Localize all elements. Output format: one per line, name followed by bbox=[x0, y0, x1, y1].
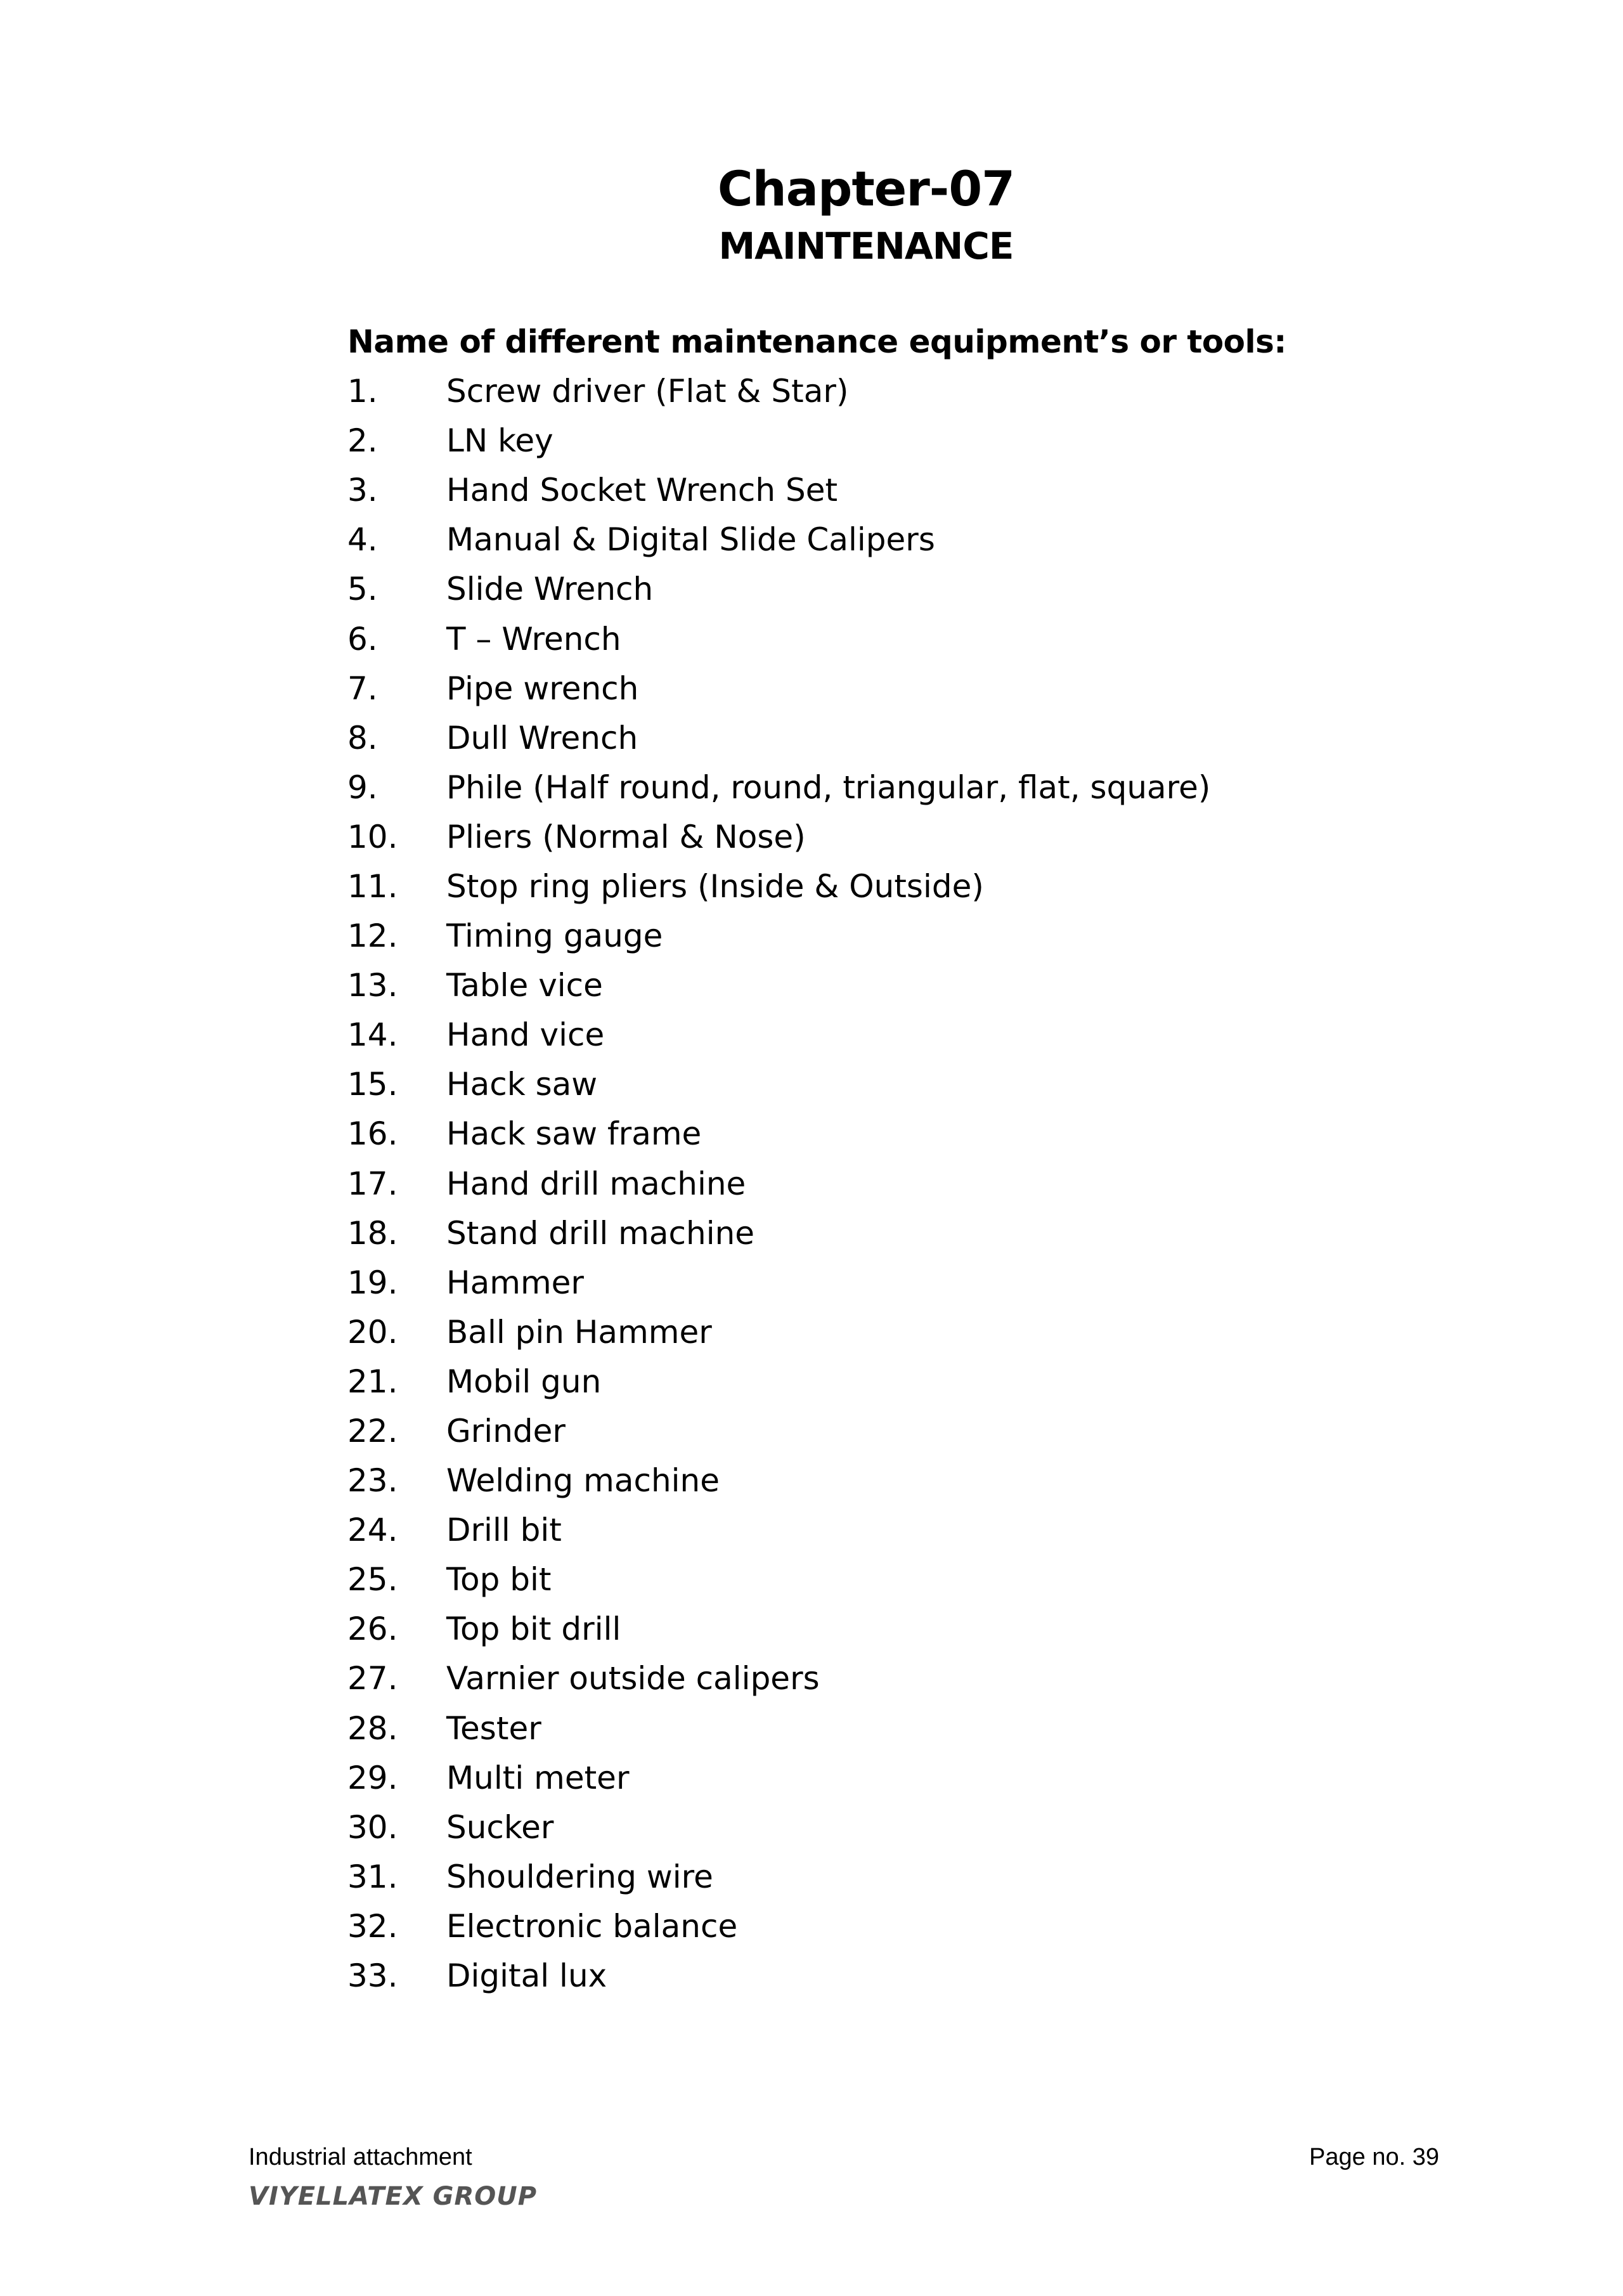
list-item bbox=[347, 1654, 1210, 1703]
list-item bbox=[347, 713, 1210, 763]
list-item bbox=[347, 862, 1210, 911]
list-item bbox=[347, 961, 1210, 1010]
list-item bbox=[347, 1704, 1210, 1753]
list-item-label: Pipe wrench bbox=[446, 670, 639, 707]
list-item-number: 12. bbox=[347, 918, 398, 955]
list-item-label: Phile (Half round, round, triangular, flat, square) bbox=[446, 769, 1211, 806]
list-item bbox=[347, 564, 1210, 614]
list-item-number: 27. bbox=[347, 1660, 398, 1697]
list-item-number: 2. bbox=[347, 422, 378, 460]
page-number: Page no. 39 bbox=[1309, 2144, 1439, 2170]
list-item bbox=[347, 1902, 1210, 1951]
list-item bbox=[347, 416, 1210, 465]
list-item bbox=[347, 763, 1210, 812]
list-item-label: Top bit bbox=[446, 1561, 552, 1599]
list-item bbox=[347, 1159, 1210, 1209]
list-item-number: 18. bbox=[347, 1214, 398, 1252]
list-item bbox=[347, 366, 1210, 416]
list-item-number: 30. bbox=[347, 1808, 398, 1846]
list-item-label: Welding machine bbox=[446, 1462, 720, 1500]
list-item-label: Sucker bbox=[446, 1808, 554, 1846]
list-item-number: 14. bbox=[347, 1016, 398, 1054]
list-item bbox=[347, 1604, 1210, 1654]
list-item-label: Hack saw frame bbox=[446, 1115, 702, 1153]
list-item-label: Hand Socket Wrench Set bbox=[446, 472, 838, 509]
list-item-label: Digital lux bbox=[446, 1957, 607, 1995]
list-item-number: 33. bbox=[347, 1957, 398, 1995]
list-item-number: 8. bbox=[347, 719, 378, 756]
list-item-number: 20. bbox=[347, 1313, 398, 1351]
list-item bbox=[347, 1060, 1210, 1109]
list-item bbox=[347, 1209, 1210, 1258]
list-item bbox=[347, 614, 1210, 663]
list-item-label: T – Wrench bbox=[446, 620, 621, 658]
list-item bbox=[347, 1010, 1210, 1060]
list-item-label: Screw driver (Flat & Star) bbox=[446, 373, 849, 410]
list-item-label: Multi meter bbox=[446, 1759, 630, 1796]
list-item-label: Stand drill machine bbox=[446, 1214, 755, 1252]
list-item-label: Shouldering wire bbox=[446, 1858, 713, 1895]
list-item bbox=[347, 1258, 1210, 1307]
list-item-number: 28. bbox=[347, 1709, 398, 1747]
list-item-number: 11. bbox=[347, 867, 398, 905]
list-item bbox=[347, 812, 1210, 862]
list-item-number: 24. bbox=[347, 1512, 398, 1549]
list-item bbox=[347, 1505, 1210, 1555]
list-item-number: 15. bbox=[347, 1066, 398, 1103]
list-item bbox=[347, 1109, 1210, 1158]
list-item-number: 31. bbox=[347, 1858, 398, 1895]
list-item-label: Grinder bbox=[446, 1413, 566, 1450]
list-item-label: Drill bit bbox=[446, 1512, 562, 1549]
list-item-number: 7. bbox=[347, 670, 378, 707]
footer-brand-logo: VIYELLATEX GROUP bbox=[249, 2182, 538, 2211]
list-item-number: 22. bbox=[347, 1413, 398, 1450]
chapter-subtitle: MAINTENANCE bbox=[718, 224, 1014, 268]
list-item-label: Stop ring pliers (Inside & Outside) bbox=[446, 867, 984, 905]
list-item bbox=[347, 1307, 1210, 1357]
list-item-number: 29. bbox=[347, 1759, 398, 1796]
list-item bbox=[347, 1456, 1210, 1505]
list-item-number: 4. bbox=[347, 521, 378, 559]
list-item bbox=[347, 664, 1210, 713]
list-item-number: 23. bbox=[347, 1462, 398, 1500]
list-item-label: Hand vice bbox=[446, 1016, 605, 1054]
list-item bbox=[347, 1555, 1210, 1604]
list-item-label: Dull Wrench bbox=[446, 719, 638, 756]
list-item-number: 16. bbox=[347, 1115, 398, 1153]
list-item-number: 32. bbox=[347, 1907, 398, 1945]
list-item bbox=[347, 515, 1210, 564]
list-item-label: Tester bbox=[446, 1709, 541, 1747]
list-item-number: 9. bbox=[347, 769, 378, 806]
list-item-label: Table vice bbox=[446, 967, 603, 1004]
list-item bbox=[347, 911, 1210, 961]
list-item-label: Top bit drill bbox=[446, 1611, 621, 1648]
list-item-label: Varnier outside calipers bbox=[446, 1660, 820, 1697]
list-item-label: Manual & Digital Slide Calipers bbox=[446, 521, 935, 559]
list-item-number: 6. bbox=[347, 620, 378, 658]
section-heading: Name of different maintenance equipment’s or tools: bbox=[347, 323, 1286, 360]
list-item bbox=[347, 1803, 1210, 1852]
chapter-title: Chapter-07 bbox=[717, 160, 1015, 217]
list-item-label: Timing gauge bbox=[446, 918, 663, 955]
list-item-label: Hack saw bbox=[446, 1066, 598, 1103]
list-item-label: Ball pin Hammer bbox=[446, 1313, 712, 1351]
list-item bbox=[347, 1753, 1210, 1803]
list-item bbox=[347, 1852, 1210, 1902]
list-item-label: Electronic balance bbox=[446, 1907, 738, 1945]
list-item bbox=[347, 1951, 1210, 2001]
list-item bbox=[347, 1357, 1210, 1406]
list-item-number: 5. bbox=[347, 571, 378, 608]
list-item-number: 21. bbox=[347, 1363, 398, 1400]
list-item-label: Mobil gun bbox=[446, 1363, 602, 1400]
list-item-label: Hand drill machine bbox=[446, 1165, 746, 1202]
tool-list bbox=[347, 366, 1210, 2001]
list-item-number: 13. bbox=[347, 967, 398, 1004]
list-item-label: LN key bbox=[446, 422, 553, 460]
list-item-label: Slide Wrench bbox=[446, 571, 654, 608]
list-item bbox=[347, 465, 1210, 515]
list-item-number: 1. bbox=[347, 373, 378, 410]
list-item-number: 26. bbox=[347, 1611, 398, 1648]
list-item-number: 19. bbox=[347, 1264, 398, 1301]
footer-left-text: Industrial attachment bbox=[249, 2144, 472, 2170]
list-item-number: 17. bbox=[347, 1165, 398, 1202]
list-item-label: Pliers (Normal & Nose) bbox=[446, 818, 806, 855]
list-item-number: 25. bbox=[347, 1561, 398, 1599]
list-item-number: 3. bbox=[347, 472, 378, 509]
list-item bbox=[347, 1406, 1210, 1456]
list-item-number: 10. bbox=[347, 818, 398, 855]
list-item-label: Hammer bbox=[446, 1264, 584, 1301]
